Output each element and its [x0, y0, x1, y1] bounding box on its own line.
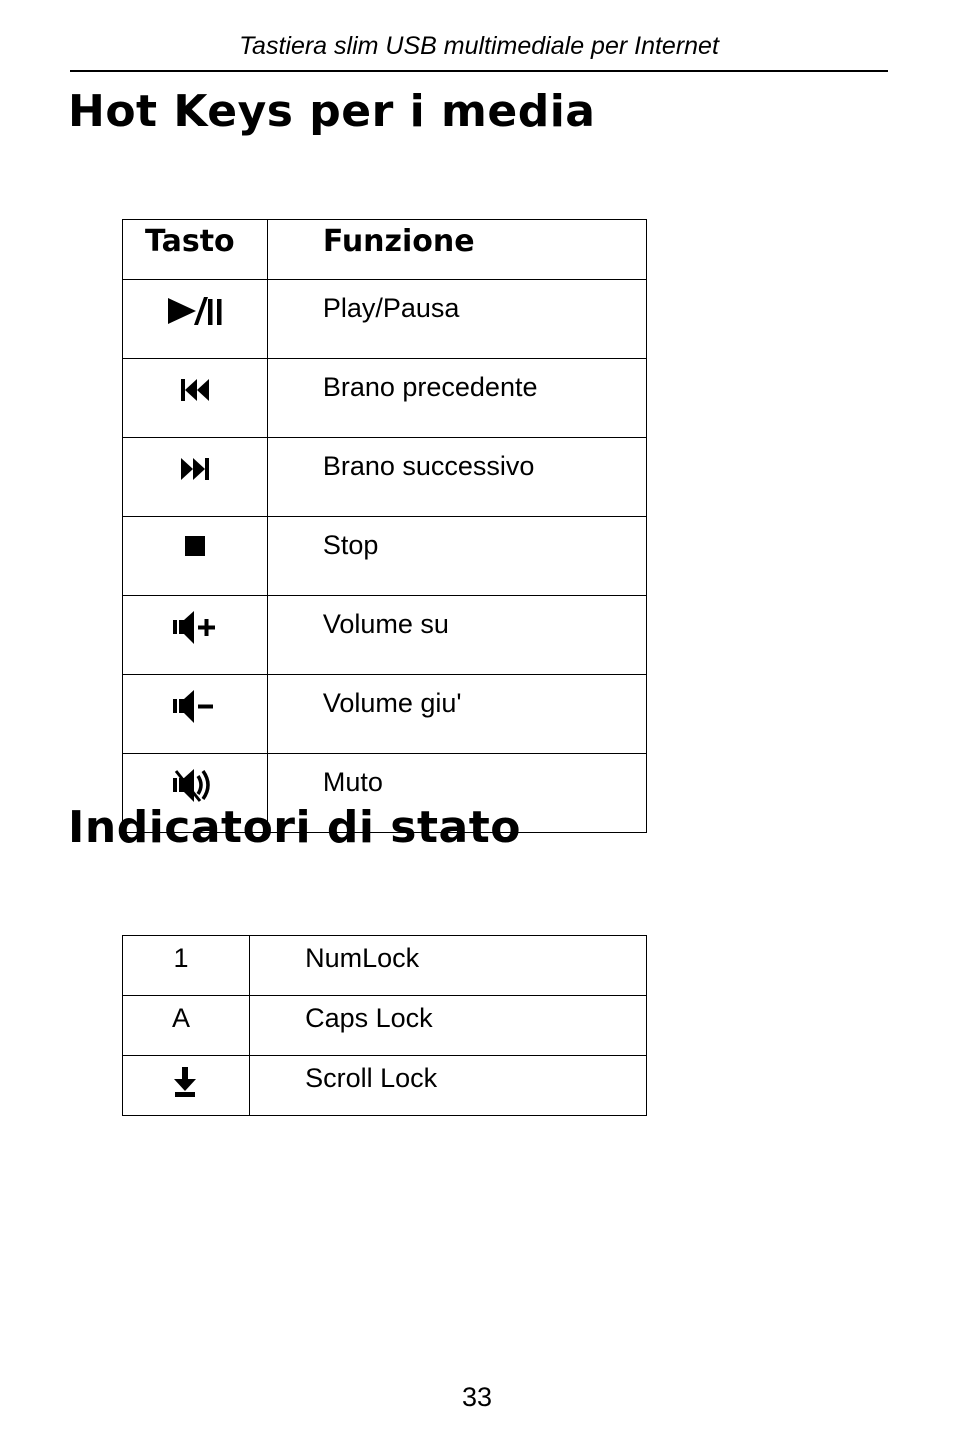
- function-cell: Caps Lock: [250, 996, 647, 1056]
- column-header-key: Tasto: [123, 220, 268, 280]
- table-row: [123, 359, 647, 438]
- key-cell: [123, 596, 268, 675]
- column-header-function: Funzione: [267, 220, 646, 280]
- header-divider: [70, 70, 888, 72]
- key-cell: [123, 359, 268, 438]
- volume-up-icon: [170, 596, 220, 662]
- table-row: [123, 996, 647, 1056]
- table-row: [123, 675, 647, 754]
- previous-track-icon: [175, 359, 215, 425]
- function-cell: Scroll Lock: [250, 1056, 647, 1116]
- function-cell: Stop: [267, 517, 646, 596]
- table-row: [123, 596, 647, 675]
- key-cell: [123, 517, 268, 596]
- key-cell: 1: [123, 936, 250, 996]
- table-row: [123, 517, 647, 596]
- table-row: [123, 280, 647, 359]
- running-header: Tastiera slim USB multimediale per Internet: [239, 32, 719, 60]
- hot-keys-table: [122, 219, 647, 833]
- function-cell: Muto: [267, 754, 646, 833]
- table-header-row: [123, 220, 647, 280]
- scroll-lock-icon: [166, 1056, 206, 1109]
- table-row: [123, 438, 647, 517]
- function-cell: Brano precedente: [267, 359, 646, 438]
- play-pause-icon: [165, 280, 225, 346]
- key-cell: [123, 675, 268, 754]
- table-row: [123, 936, 647, 996]
- function-cell: Brano successivo: [267, 438, 646, 517]
- function-cell: Volume giu': [267, 675, 646, 754]
- key-cell: [123, 1056, 250, 1116]
- status-indicators-table: [122, 935, 647, 1116]
- page-number: 33: [461, 1382, 493, 1412]
- table-row: [123, 1056, 647, 1116]
- key-cell: A: [123, 996, 250, 1056]
- volume-down-icon: [170, 675, 220, 741]
- status-indicators-title: Indicatori di stato: [68, 802, 521, 853]
- key-cell: [123, 280, 268, 359]
- key-cell: [123, 438, 268, 517]
- hot-keys-title: Hot Keys per i media: [68, 86, 596, 137]
- stop-icon: [175, 517, 215, 583]
- function-cell: Volume su: [267, 596, 646, 675]
- next-track-icon: [175, 438, 215, 504]
- function-cell: NumLock: [250, 936, 647, 996]
- function-cell: Play/Pausa: [267, 280, 646, 359]
